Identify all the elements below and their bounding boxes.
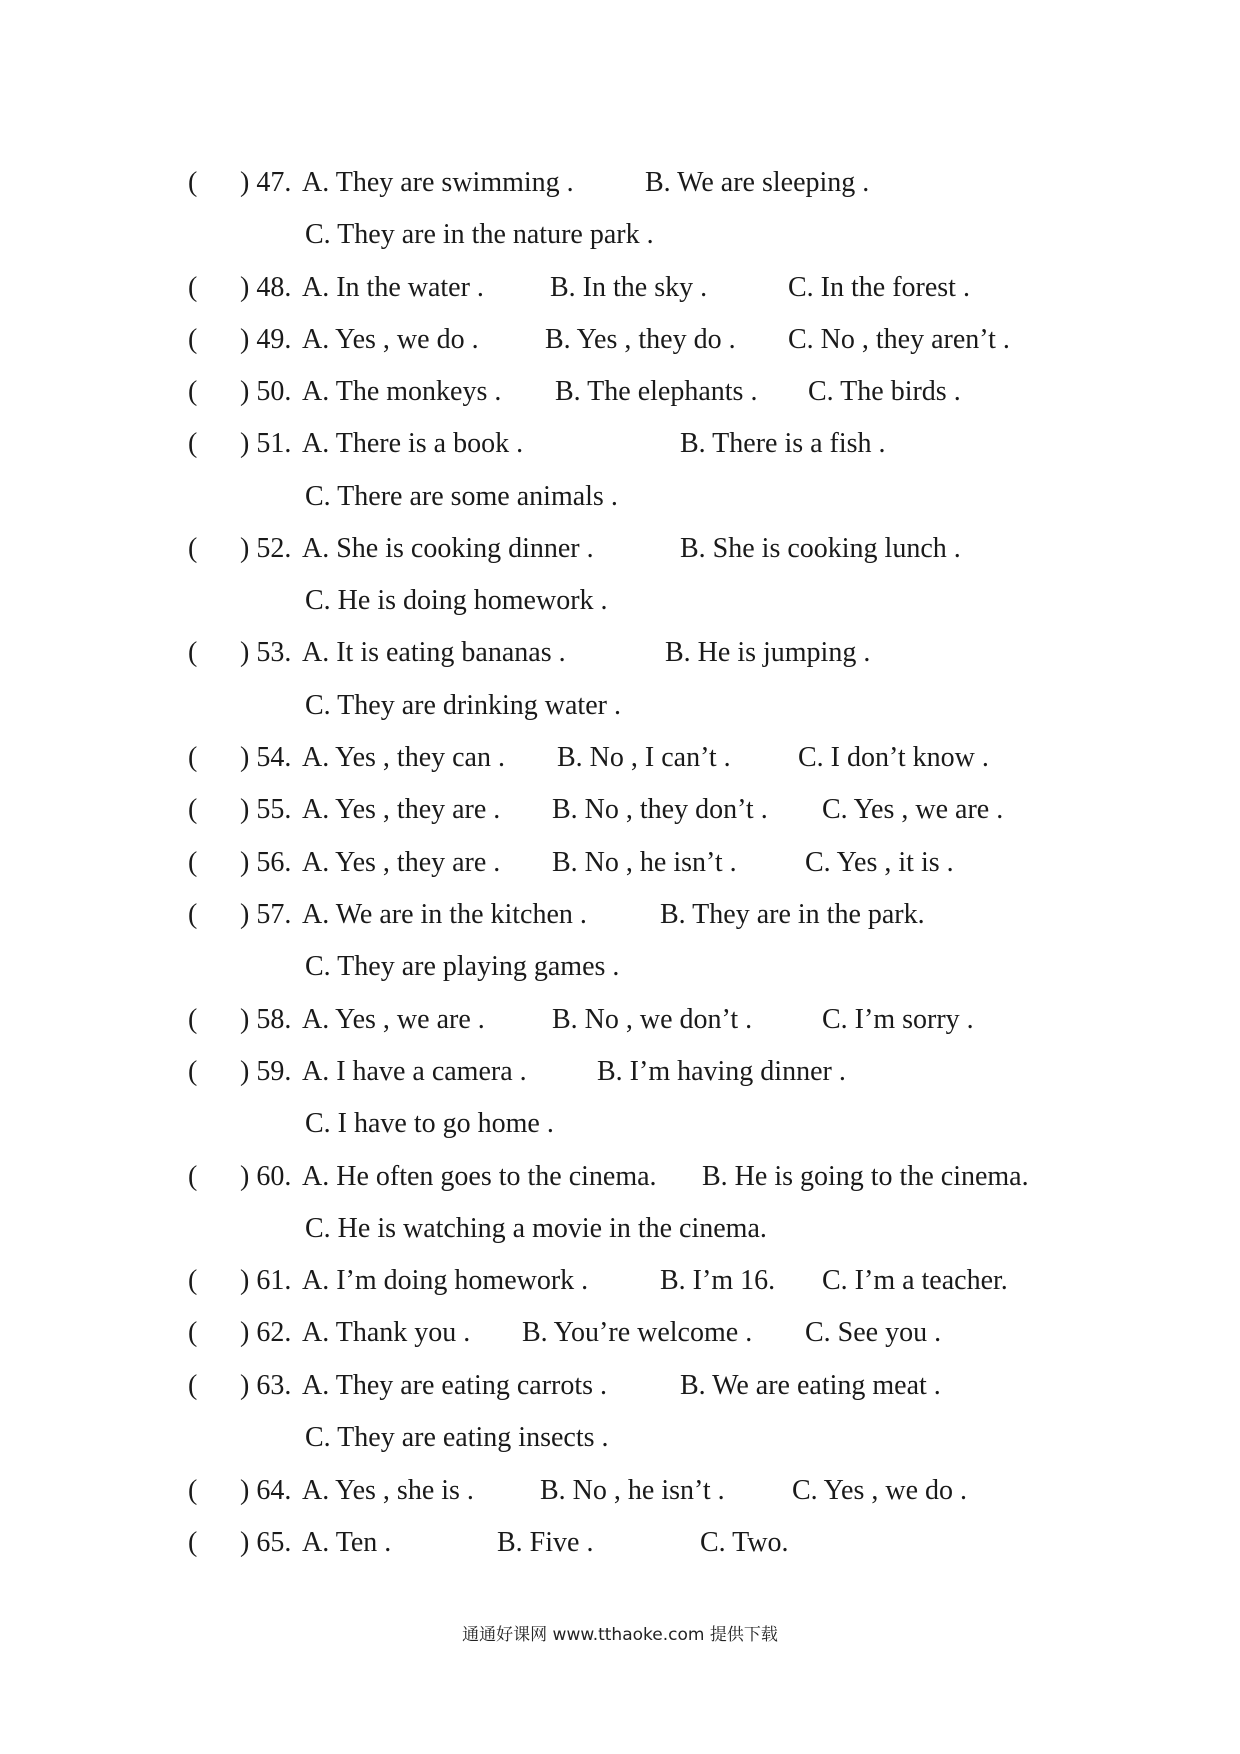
option-b: B. We are sleeping . [645,167,870,198]
option-c: C. They are eating insects . [305,1422,609,1453]
question-number: ) 54. [240,742,292,773]
option-b: B. No , I can’t . [557,742,731,773]
option-a: A. Ten . [302,1527,392,1558]
option-a: A. In the water . [302,272,484,303]
option-b: B. In the sky . [550,272,708,303]
option-c: C. The birds . [808,376,961,407]
option-a: A. They are swimming . [302,167,574,198]
option-b: B. No , we don’t . [552,1004,753,1035]
option-a: A. She is cooking dinner . [302,533,594,564]
answer-bracket: ( [188,1527,198,1558]
option-a: A. I have a camera . [302,1056,527,1087]
option-c: C. I have to go home . [305,1108,554,1139]
option-a: A. It is eating bananas . [302,637,566,668]
option-c: C. There are some animals . [305,481,618,512]
option-c: C. Two. [700,1527,789,1558]
option-c: C. In the forest . [788,272,970,303]
answer-bracket: ( [188,376,198,407]
option-c: C. They are in the nature park . [305,219,654,250]
answer-bracket: ( [188,899,198,930]
question-number: ) 47. [240,167,292,198]
question-number: ) 63. [240,1370,292,1401]
option-c: C. See you . [805,1317,942,1348]
option-b: B. The elephants . [555,376,758,407]
option-b: B. No , he isn’t . [540,1475,725,1506]
option-a: A. The monkeys . [302,376,502,407]
answer-bracket: ( [188,847,198,878]
question-number: ) 49. [240,324,292,355]
question-number: ) 57. [240,899,292,930]
question-number: ) 60. [240,1161,292,1192]
question-number: ) 56. [240,847,292,878]
option-b: B. I’m having dinner . [597,1056,846,1087]
option-b: B. She is cooking lunch . [680,533,961,564]
answer-bracket: ( [188,1370,198,1401]
option-c: C. He is watching a movie in the cinema. [305,1213,767,1244]
answer-bracket: ( [188,167,198,198]
answer-bracket: ( [188,324,198,355]
option-c: C. They are playing games . [305,951,620,982]
option-b: B. There is a fish . [680,428,886,459]
option-a: A. Yes , they can . [302,742,505,773]
question-number: ) 52. [240,533,292,564]
option-c: C. I’m a teacher. [822,1265,1008,1296]
answer-bracket: ( [188,1004,198,1035]
answer-bracket: ( [188,794,198,825]
answer-bracket: ( [188,533,198,564]
question-number: ) 59. [240,1056,292,1087]
question-number: ) 65. [240,1527,292,1558]
option-b: B. Five . [497,1527,594,1558]
answer-bracket: ( [188,637,198,668]
answer-bracket: ( [188,428,198,459]
question-number: ) 51. [240,428,292,459]
option-c: C. They are drinking water . [305,690,621,721]
option-c: C. I’m sorry . [822,1004,974,1035]
option-a: A. He often goes to the cinema. [302,1161,657,1192]
question-number: ) 58. [240,1004,292,1035]
option-a: A. Thank you . [302,1317,471,1348]
question-number: ) 48. [240,272,292,303]
option-b: B. I’m 16. [660,1265,776,1296]
answer-bracket: ( [188,742,198,773]
answer-bracket: ( [188,1161,198,1192]
option-a: A. Yes , they are . [302,794,501,825]
option-c: C. Yes , we are . [822,794,1004,825]
option-a: A. There is a book . [302,428,524,459]
option-b: B. He is going to the cinema. [702,1161,1029,1192]
option-a: A. Yes , we are . [302,1004,485,1035]
answer-bracket: ( [188,1317,198,1348]
option-b: B. You’re welcome . [522,1317,753,1348]
option-b: B. Yes , they do . [545,324,736,355]
question-number: ) 62. [240,1317,292,1348]
option-c: C. No , they aren’t . [788,324,1010,355]
option-a: A. We are in the kitchen . [302,899,587,930]
option-b: B. We are eating meat . [680,1370,941,1401]
question-number: ) 61. [240,1265,292,1296]
page-footer: 通通好课网 www.tthaoke.com 提供下载 [462,1625,778,1645]
option-b: B. No , he isn’t . [552,847,737,878]
answer-bracket: ( [188,1265,198,1296]
option-c: C. He is doing homework . [305,585,608,616]
option-b: B. No , they don’t . [552,794,768,825]
option-b: B. They are in the park. [660,899,925,930]
question-number: ) 64. [240,1475,292,1506]
option-a: A. They are eating carrots . [302,1370,608,1401]
option-a: A. I’m doing homework . [302,1265,589,1296]
option-a: A. Yes , she is . [302,1475,474,1506]
question-number: ) 50. [240,376,292,407]
option-b: B. He is jumping . [665,637,871,668]
option-c: C. Yes , it is . [805,847,954,878]
question-number: ) 53. [240,637,292,668]
option-a: A. Yes , we do . [302,324,479,355]
answer-bracket: ( [188,1475,198,1506]
question-number: ) 55. [240,794,292,825]
option-c: C. I don’t know . [798,742,989,773]
option-a: A. Yes , they are . [302,847,501,878]
option-c: C. Yes , we do . [792,1475,968,1506]
answer-bracket: ( [188,272,198,303]
answer-bracket: ( [188,1056,198,1087]
